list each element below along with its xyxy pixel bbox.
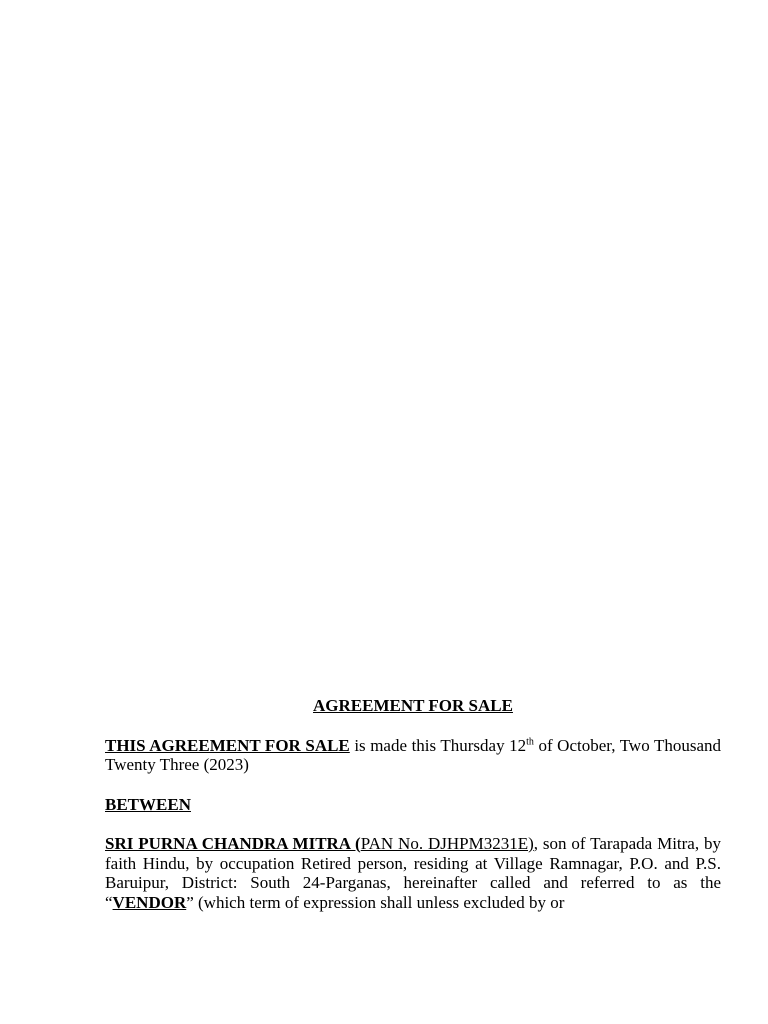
- vendor-role: VENDOR: [112, 892, 187, 912]
- vendor-paragraph: [105, 834, 721, 912]
- date-superscript: th: [526, 735, 534, 747]
- document-title: AGREEMENT FOR SALE: [313, 696, 513, 715]
- intro-text-continued: of October, Two Thousand Twenty Three (2023): [105, 735, 721, 774]
- intro-lead: THIS AGREEMENT FOR SALE: [105, 735, 350, 755]
- vendor-details: , son of Tarapada Mitra, by faith Hindu, by occupation Retired person, residing at Village Ramnagar, P.O. and P.S. Baruipur, District: South 24-Parganas, hereinafter called and referred to as the “: [105, 834, 721, 912]
- intro-paragraph: [105, 736, 721, 775]
- document-body: [105, 696, 721, 932]
- between-heading: BETWEEN: [105, 794, 191, 814]
- vendor-details-continued: ” (which term of expression shall unless excluded by or: [186, 892, 565, 912]
- vendor-name: SRI PURNA CHANDRA MITRA (: [105, 834, 361, 853]
- intro-text: is made this Thursday 12: [349, 735, 527, 755]
- vendor-pan: PAN No. DJHPM3231E): [360, 834, 534, 853]
